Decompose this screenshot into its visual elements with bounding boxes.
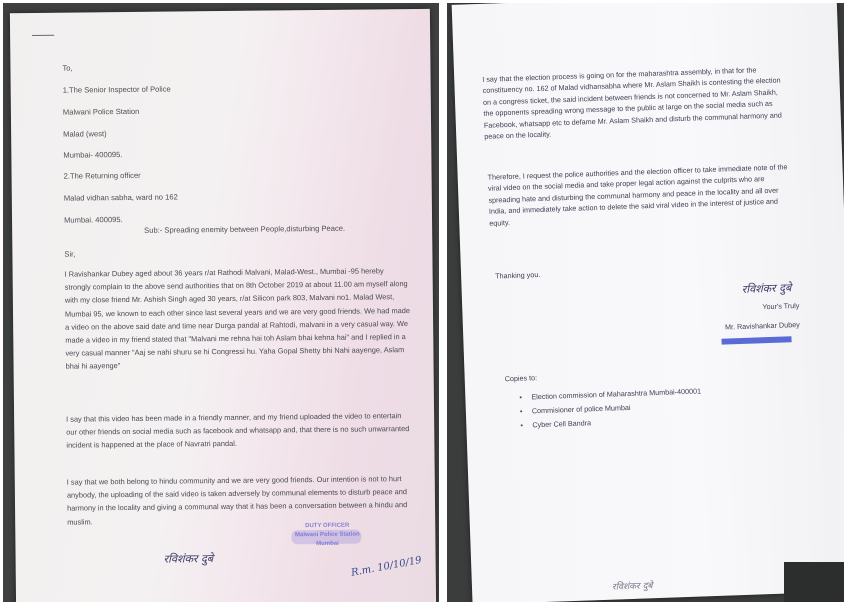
copies-label: Copies to: <box>504 373 538 384</box>
addressee-1-line-1: 1.The Senior Inspector of Police <box>62 84 171 95</box>
left-photo <box>3 3 439 602</box>
stamp-line-2: Malwani Police Station <box>294 531 360 539</box>
greeting-to: To, <box>62 63 73 73</box>
salutation: Sir, <box>64 249 76 259</box>
corner-mark <box>32 35 54 36</box>
signature-hindi: रविशंकर दुबे <box>163 552 214 566</box>
addressee-1-line-2: Malwani Police Station <box>62 106 140 117</box>
addressee-2-line-2: Malad vidhan sabha, ward no 162 <box>63 192 178 203</box>
addressee-2-line-1: 2.The Returning officer <box>63 170 141 181</box>
body-paragraph-4: I say that the election process is going on for the maharashtra assembly, in that for the constituency no. 162 of Malad vidhansabha where Mr. Aslam Shaikh is contesting the election on a congress ticket, the said incident between friends is not concerned to Mr. Aslam Shaikh, the opponents spreading wrong message to the public at large on the social media such as Facebook, whatsapp etc to defame Mr. Aslam Shaikh and disturb the communal harmony and peace on the locality. <box>482 65 782 141</box>
footer-scrawl: रविशंकर दुबे <box>611 581 653 593</box>
signature-hindi-2: रविशंकर दुबे <box>741 281 792 296</box>
officer-signature: R.m. 10/10/19 <box>350 554 423 579</box>
addressee-2-line-3: Mumbai. 400095. <box>63 215 123 225</box>
police-stamp <box>287 522 367 550</box>
closing-yours: Your's Truly <box>762 300 800 312</box>
stamp-line-1: DUTY OFFICER <box>305 522 350 530</box>
subject-line: Sub:- Spreading enemity between People,disturbing Peace. <box>144 223 346 235</box>
corner-shadow <box>784 562 844 602</box>
letter-page-1 <box>10 9 436 602</box>
copy-recipient-3: • Cyber Cell Bandra <box>532 418 591 429</box>
stamp-line-3: Mumbai <box>316 540 339 548</box>
addressee-1-line-3: Malad (west) <box>63 129 107 139</box>
closing-thanks: Thanking you. <box>494 269 541 281</box>
addressee-1-line-4: Mumbai- 400095. <box>63 150 123 160</box>
copy-recipient-2: • Commisioner of police Mumbai <box>532 403 631 415</box>
body-paragraph-5: Therefore, I request the police authorities and the election officer to take immediate note of the viral video on the social media and take proper legal action against the culprits who are spreading hate and disturbing the communal harmony and peace in the locality and all over India, and immediately take action to delete the said viral video in the interest of justice and equity. <box>487 162 788 228</box>
sender-name: Mr. Ravishankar Dubey <box>724 319 800 332</box>
body-paragraph-3: I say that we both belong to hindu community and we are very good friends. Our intention is not to hurt anybody, the uploading of the said video is taken adversely by communal elements to disturb peace and harmony in the locality and giving a communal way that it has been a conversation between a hindu and muslim. <box>66 474 408 527</box>
letter-page-2 <box>452 3 844 602</box>
right-photo <box>447 3 844 602</box>
body-paragraph-1: I Ravishankar Dubey aged about 36 years r/at Rathodi Malvani, Malad-West., Mumbai -95 hereby strongly complain to the above send authorities that on 8th October 2019 at about 11.00 am myself along with my close friend Mr. Ashish Singh aged 30 years, r/at Silicon park 803, Malvani no1. Malad West, Mumbai 95, we known to each other since last several years and we are very good friends. We had made a video on the above said date and time near Durga pandal at Rahtodi, malvani in a very casual way. We made a video in my friend stated that "Malvani me rehna hai toh Aslam bhai kehna hai" and I replied in a very casual manner "Aaj se nahi shuru se hi Congressi hu. Yaha Gopal Shetty bhi Nahi aayenge, Aslam bhai hi aayenge" <box>64 266 411 372</box>
body-paragraph-2: I say that this video has been made in a friendly manner, and my friend uploaded the video to entertain our other friends on social media such as facebook and whatsapp and, that there is no such unwarranted incident is happened at the place of Navratri pandal. <box>66 411 410 451</box>
copy-recipient-1: • Election commission of Maharashtra Mumbai-400001 <box>531 386 701 401</box>
redacted-field <box>721 336 791 344</box>
